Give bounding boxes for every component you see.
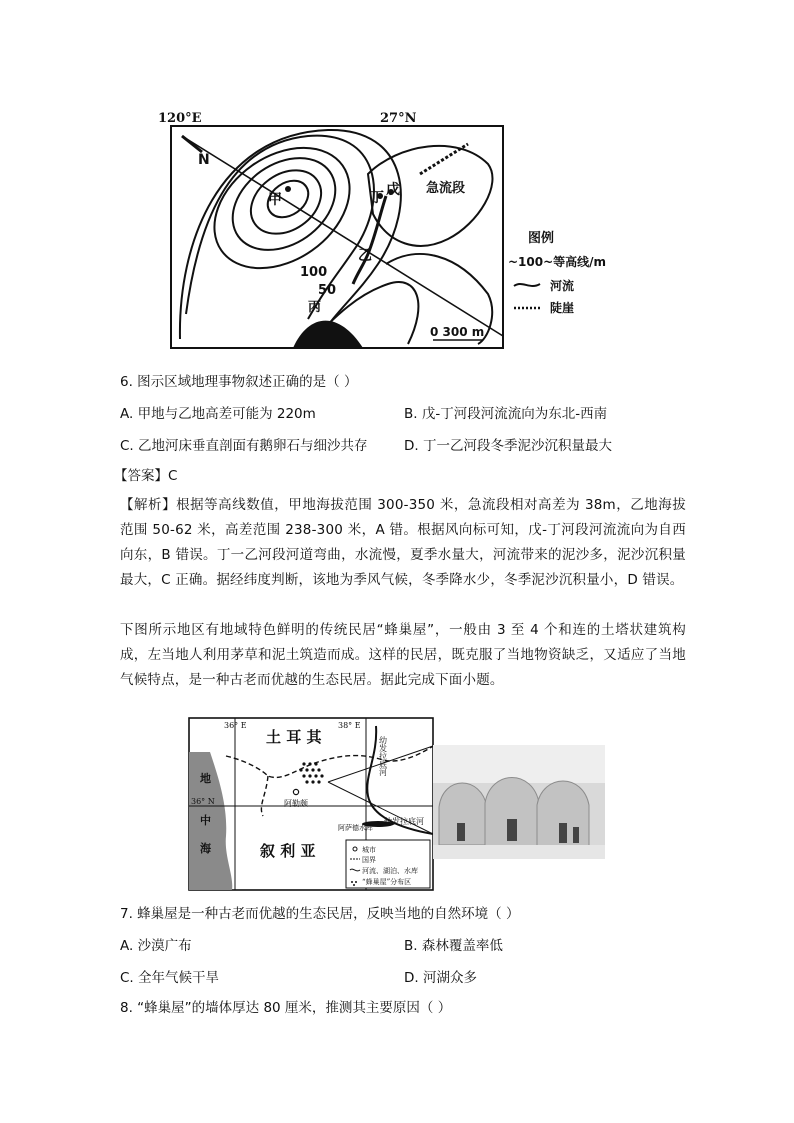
lon38-label: 38° E: [338, 721, 361, 730]
legend-title: 图例: [528, 231, 555, 246]
q7-option-d: D. 河湖众多: [404, 970, 477, 986]
q8-stem: 8. “蜂巢屋”的墙体厚达 80 厘米，推测其主要原因（ ）: [120, 1000, 452, 1016]
wu-label: 戊: [386, 182, 400, 198]
legend-beehive-label: “蜂巢屋”分布区: [362, 878, 412, 886]
sea-label-1: 地: [200, 772, 211, 785]
syria-label: 叙 利 亚: [260, 842, 316, 860]
q7-option-a: A. 沙漠广布: [120, 938, 192, 954]
bing-label: 丙: [308, 300, 322, 315]
q7-option-c: C. 全年气候干旱: [120, 970, 220, 986]
legend-city-label: 城市: [362, 846, 376, 854]
dark-hill: [293, 321, 363, 348]
contour-lines: [180, 123, 493, 344]
lon-label: 120°E: [158, 111, 202, 126]
q7-stem: 7. 蜂巢屋是一种古老而优越的生态民居，反映当地的自然环境（ ）: [120, 906, 520, 922]
reservoir-label: 阿萨德水库: [338, 824, 373, 832]
legend-river: 河流: [550, 279, 575, 293]
lat-label: 27°N: [380, 111, 417, 126]
q6-option-d: D. 丁一乙河段冬季泥沙沉积量最大: [404, 438, 612, 454]
legend-water-label: 河流、湖泊、水库: [362, 867, 418, 875]
euphrates2-label: 幼发拉底河: [384, 817, 424, 826]
contour-50-label: 50: [318, 283, 337, 298]
sea-label-3: 海: [200, 842, 211, 855]
point-jia: [285, 186, 291, 192]
q6-option-a: A. 甲地与乙地高差可能为 220m: [120, 406, 316, 422]
legend-border-label: 国界: [362, 856, 376, 864]
lon36-label: 36° E: [224, 721, 247, 730]
contour-map-figure: [158, 104, 648, 354]
yi-label: 乙: [358, 248, 372, 264]
q6-option-c: C. 乙地河床垂直剖面有鹅卵石与细沙共存: [120, 438, 368, 454]
sea-label-2: 中: [200, 814, 211, 827]
legend-river-icon: [514, 284, 540, 286]
intro-paragraph: 下图所示地区有地域特色鲜明的传统民居“蜂巢屋”，一般由 3 至 4 个和连的土塔状建筑构成，左当地人利用茅草和泥土筑造而成。这样的民居，既克服了当地物资缺乏，又适应了当地气候特点，是一种古老而优越的生态民居。据此完成下面小题。: [120, 622, 686, 688]
euphrates-label: 幼发拉底河: [378, 736, 388, 776]
ding-label: 丁: [370, 190, 384, 206]
lat36-label: 36° N: [191, 797, 215, 806]
q7-option-b: B. 森林覆盖率低: [404, 938, 503, 954]
analysis-paragraph: 【解析】根据等高线数值，甲地海拔范围 300-350 米，急流段相对高差为 38m，乙地海拔范围 50-62 米，高差范围 238-300 米，A 错。根据风向标可知，戊-丁河段河流流向为自西向东，B 错误。丁一乙河段河道弯曲，水流慢，夏季水量大，河流带来的泥沙多，泥沙沉积量最大，C 正确。据经纬度判断，该地为季风气候，冬季降水少，冬季泥沙沉积量小，D 错误。: [120, 497, 686, 588]
jia-label: 甲: [268, 192, 282, 208]
north-arrow: [182, 136, 202, 152]
q6-stem: 6. 图示区域地理事物叙述正确的是（ ）: [120, 374, 358, 390]
q6-option-b: B. 戊-丁河段河流流向为东北-西南: [404, 406, 608, 422]
answer-line: 【答案】C: [114, 468, 178, 484]
legend-contour: ~100~等高线/m: [508, 255, 607, 269]
river-line: [353, 196, 386, 284]
turkey-label: 土 耳 其: [266, 728, 322, 746]
aleppo-label: 阿勒颇: [284, 799, 308, 808]
beehive-house-photo: [433, 745, 605, 859]
north-label: N: [198, 152, 210, 168]
rapids-label: 急流段: [426, 181, 466, 196]
legend-cliff: 陡崖: [550, 301, 575, 315]
scale-label: 0 300 m: [430, 325, 485, 339]
contour-100-label: 100: [300, 265, 328, 280]
